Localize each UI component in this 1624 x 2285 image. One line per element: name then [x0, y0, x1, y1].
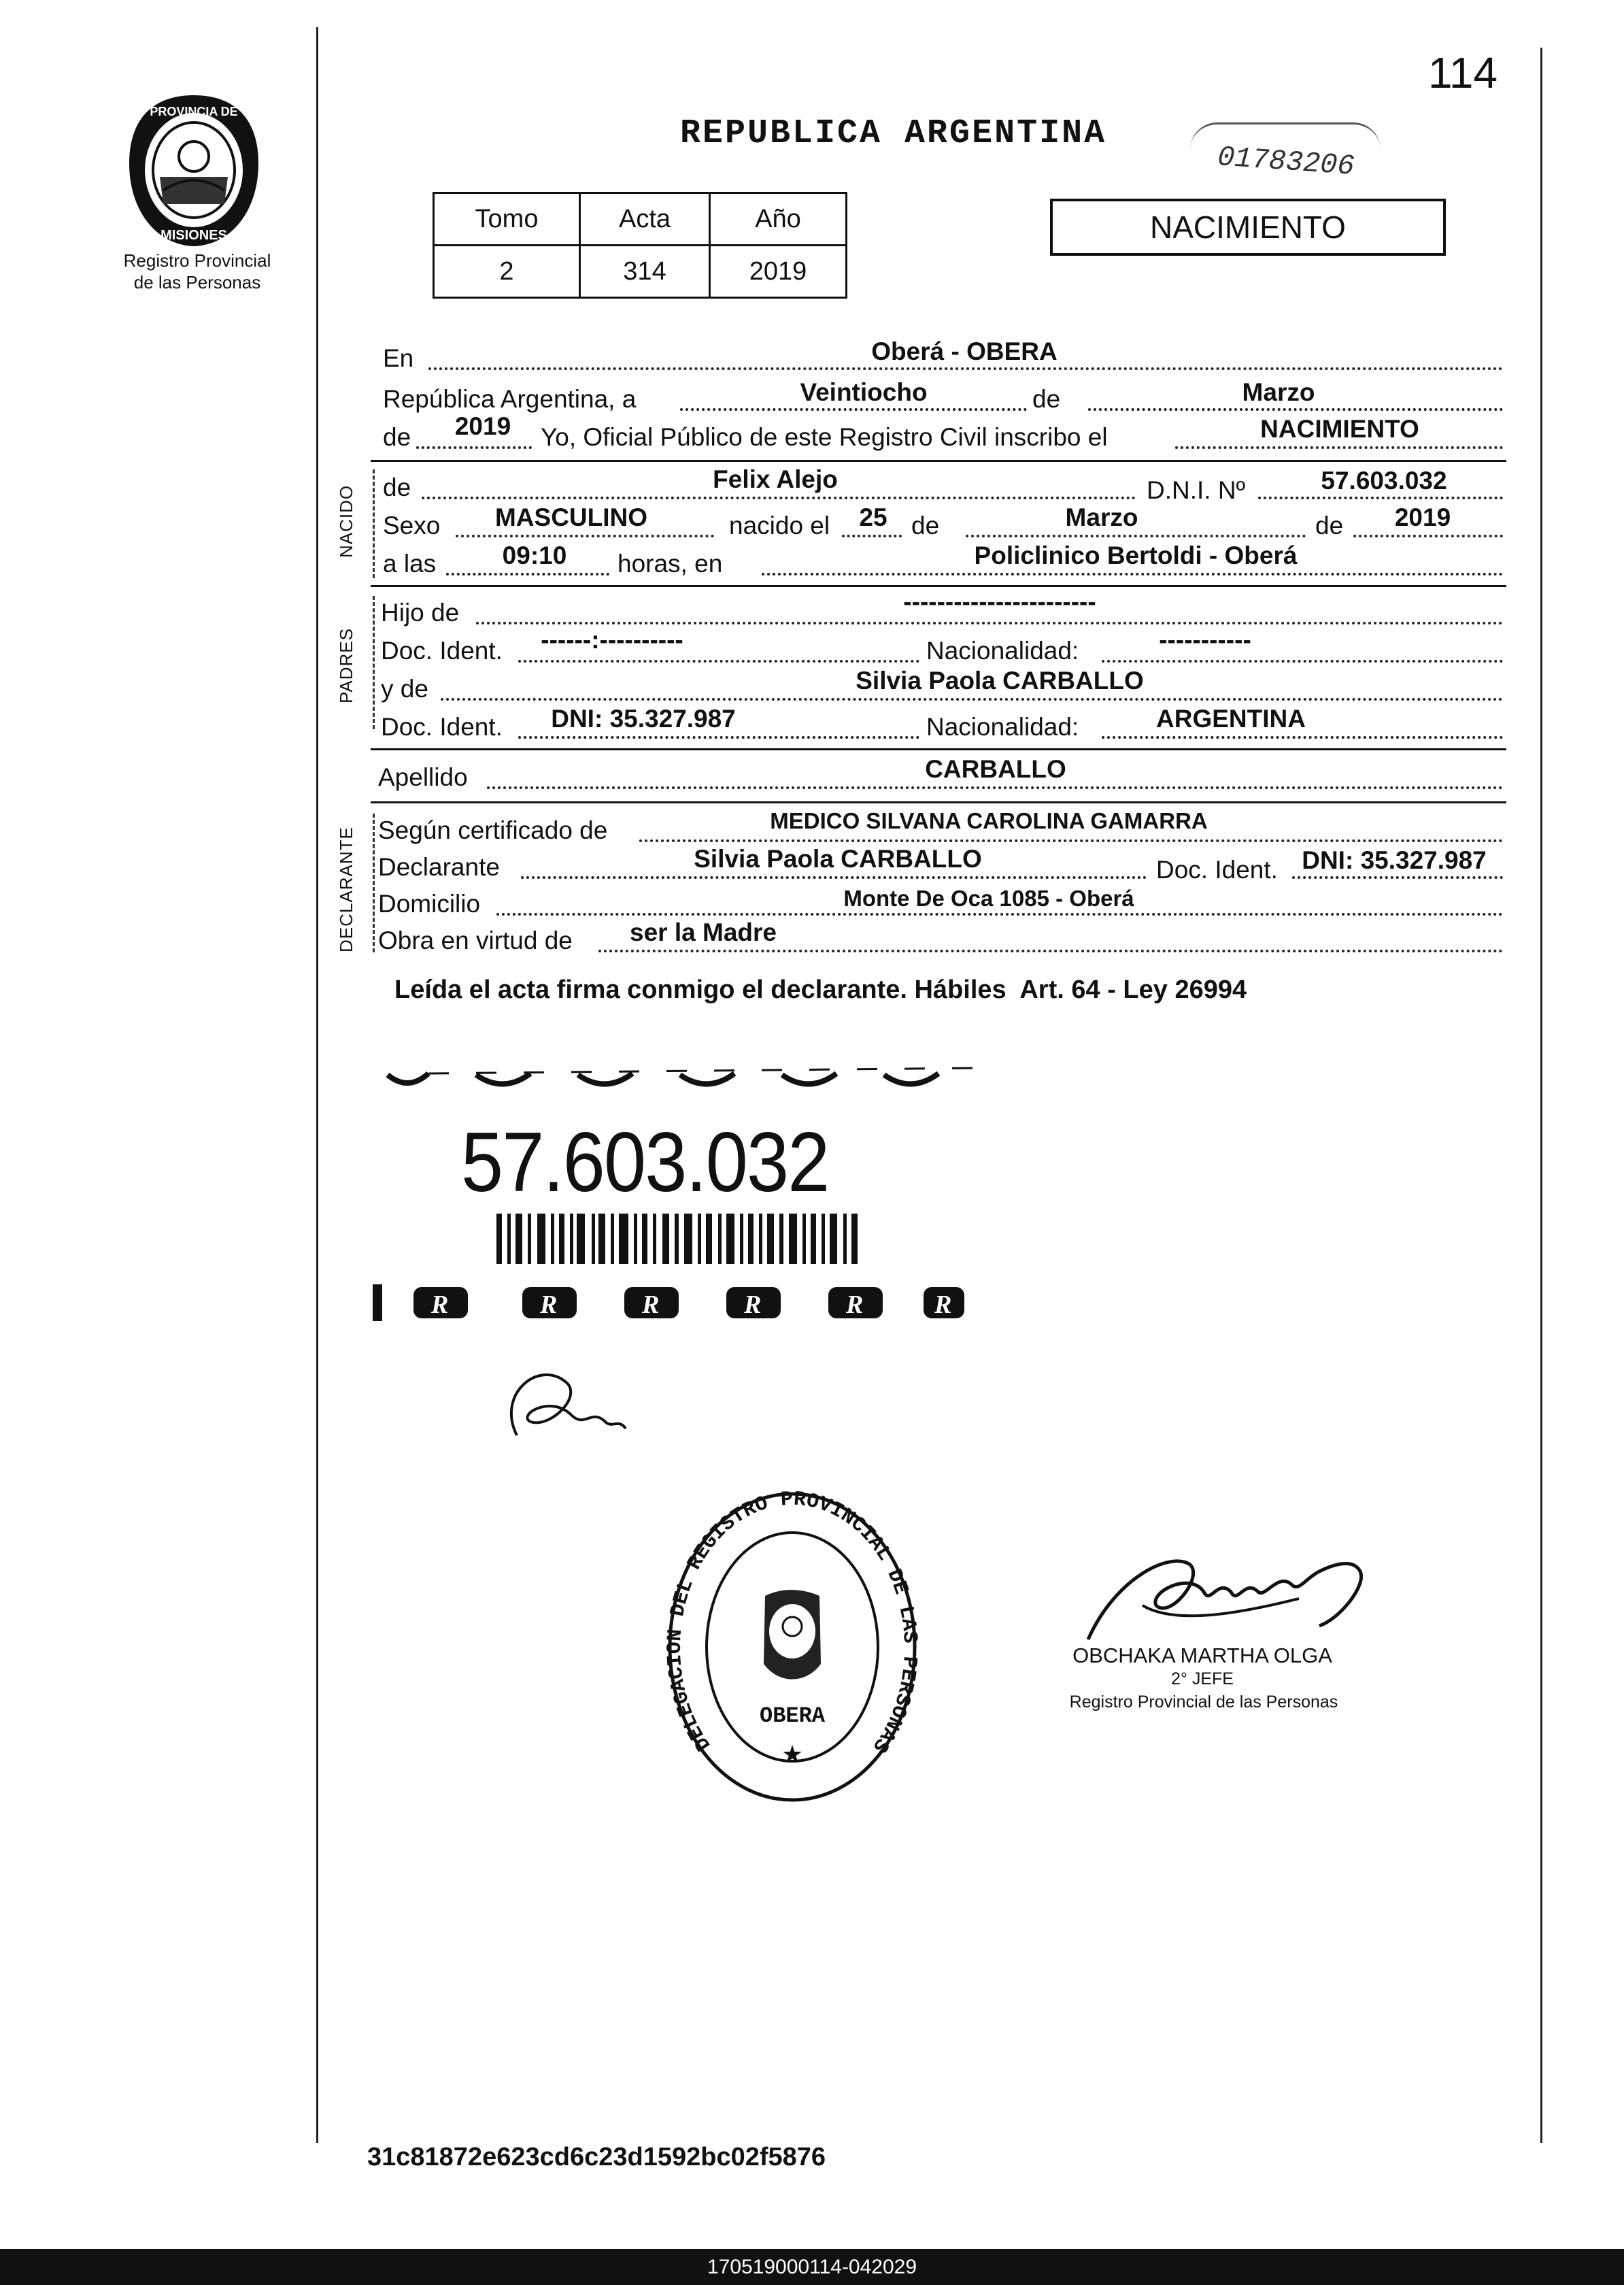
mother-doc-value: DNI: 35.327.987 [551, 705, 736, 733]
father-doc-label: Doc. Ident. [381, 637, 503, 665]
a-las-label: a las [383, 550, 437, 578]
mother-dots [441, 698, 1503, 701]
declarante-label: Declarante [378, 853, 500, 881]
time-dots [446, 573, 609, 576]
month-value: Marzo [1242, 378, 1315, 406]
father-nationality-label: Nacionalidad: [926, 637, 1079, 665]
anio-value: 2019 [710, 246, 847, 298]
nacido-el-label: nacido el [729, 512, 830, 539]
child-dni-value: 57.603.032 [1321, 467, 1447, 495]
birth-place-value: Policlinico Bertoldi - Oberá [974, 541, 1298, 569]
barcode [496, 1210, 877, 1268]
birth-month-value: Marzo [1065, 503, 1138, 531]
obra-value: ser la Madre [630, 918, 777, 946]
act-type-value: NACIMIENTO [1260, 415, 1419, 443]
birth-year-value: 2019 [1394, 503, 1451, 531]
father-doc-dots [518, 660, 919, 663]
certificate-value: MEDICO SILVANA CAROLINA GAMARRA [770, 808, 1208, 833]
seal-city: OBERA [759, 1703, 826, 1729]
svg-text:★: ★ [781, 1741, 804, 1769]
svg-text:R: R [846, 1290, 864, 1319]
act-type-dots [1175, 446, 1503, 449]
footer-code: 170519000114-042029 [707, 2256, 917, 2278]
father-value: ----------------------- [903, 588, 1096, 616]
acta-header: Acta [580, 193, 710, 246]
acta-value: 314 [580, 246, 710, 298]
en-label: En [383, 344, 414, 372]
y-de-label: y de [381, 675, 428, 703]
declarante-doc-label: Doc. Ident. [1156, 856, 1278, 884]
nacido-bracket [373, 469, 375, 578]
statement-text: Yo, Oficial Público de este Registro Civil inscribo el [541, 423, 1108, 451]
page-number: 114 [1428, 48, 1498, 97]
nacido-de-label: de [383, 473, 411, 501]
signatory-office: Registro Provincial de las Personas [1069, 1692, 1338, 1712]
birth-place-dots [762, 573, 1503, 576]
obra-label: Obra en virtud de [378, 927, 573, 954]
seal-ring-text: DELEGACION DEL REGISTRO PROVINCIAL DE LAS PERSONAS [663, 1488, 921, 1757]
nacido-top-rule [371, 460, 1506, 462]
segun-label: Según certificado de [378, 816, 608, 844]
father-nationality-dots [1102, 660, 1503, 663]
signatory-role: 2° JEFE [1171, 1669, 1234, 1688]
logo-text-top: PROVINCIA DE [150, 105, 238, 118]
de-label-2: de [383, 423, 411, 451]
declarante-top-rule [371, 801, 1506, 803]
birth-day-value: 25 [859, 503, 887, 531]
birth-month-dots [966, 535, 1306, 537]
declarante-section-label: DECLARANTE [336, 827, 356, 952]
footer-code-bar [0, 2249, 1624, 2285]
apellido-top-rule [371, 748, 1506, 750]
mother-nationality-dots [1102, 736, 1503, 739]
horas-label: horas, en [618, 550, 723, 578]
certificate-dots [639, 839, 1503, 842]
logo-text-bottom: MISIONES [160, 228, 227, 243]
declarante-doc-dots [1292, 876, 1503, 879]
hijo-de-label: Hijo de [381, 599, 460, 627]
birth-year-dots [1353, 535, 1503, 537]
nacido-de-label-2: de [911, 512, 940, 539]
apellido-dots [487, 786, 1503, 789]
document-type-box: NACIMIENTO [1050, 199, 1446, 256]
serial-number: 01783206 [1216, 141, 1356, 183]
svg-text:R: R [642, 1290, 660, 1319]
domicilio-value: Monte De Oca 1085 - Oberá [843, 886, 1134, 911]
day-words-value: Veintiocho [800, 378, 928, 406]
record-table [433, 192, 847, 299]
padres-bracket [373, 596, 375, 729]
father-nationality-value: ----------- [1159, 626, 1251, 654]
stamp-number: 57.603.032 [461, 1116, 829, 1210]
father-dots [476, 622, 1503, 624]
dni-label: D.N.I. Nº [1147, 476, 1246, 504]
r-decoration-bottom-row [373, 1279, 971, 1327]
republica-dots [680, 408, 1027, 411]
place-value: Oberá - OBERA [871, 337, 1058, 365]
province-emblem-logo [122, 88, 265, 252]
sexo-value: MASCULINO [494, 503, 648, 531]
mother-value: Silvia Paola CARBALLO [856, 667, 1144, 695]
signatory-name: OBCHAKA MARTHA OLGA [1072, 1644, 1332, 1667]
svg-text:R: R [540, 1290, 558, 1319]
republica-label: República Argentina, a [383, 385, 637, 413]
tomo-value: 2 [434, 246, 580, 298]
declarante-doc-value: DNI: 35.327.987 [1302, 846, 1487, 874]
official-seal [663, 1487, 921, 1807]
year-dots [416, 446, 532, 449]
year-value: 2019 [454, 412, 511, 440]
closing-statement: Leída el acta firma conmigo el declarante. Hábiles Art. 64 - Ley 26994 [394, 975, 1247, 1004]
sexo-label: Sexo [383, 512, 441, 539]
birth-time-value: 09:10 [502, 541, 567, 569]
apellido-label: Apellido [378, 763, 468, 791]
document-title: REPUBLICA ARGENTINA [680, 114, 1107, 153]
domicilio-label: Domicilio [378, 890, 481, 918]
tomo-header: Tomo [434, 193, 580, 246]
svg-text:R: R [934, 1290, 952, 1319]
domicilio-dots [496, 913, 1503, 916]
declarante-bracket [373, 814, 375, 952]
mother-doc-label: Doc. Ident. [381, 713, 503, 741]
declarante-name-value: Silvia Paola CARBALLO [694, 845, 982, 873]
apellido-value: CARBALLO [925, 755, 1066, 783]
mother-doc-dots [518, 736, 919, 739]
right-margin-rule [1540, 48, 1542, 2143]
document-hash: 31c81872e623cd6c23d1592bc02f5876 [367, 2143, 826, 2171]
padres-section-label: PADRES [336, 628, 356, 703]
name-dots [422, 497, 1136, 499]
en-dots [428, 367, 1503, 370]
child-name-value: Felix Alejo [713, 465, 838, 493]
month-dots [1088, 408, 1503, 411]
mother-nationality-label: Nacionalidad: [926, 713, 1079, 741]
sexo-dots [456, 535, 714, 537]
r-decoration-top-row [381, 1061, 993, 1095]
issuer-line-1: Registro Provincial [123, 250, 271, 271]
obra-dots [598, 950, 1503, 952]
declarante-dots [521, 876, 1147, 879]
padres-top-rule [371, 585, 1506, 587]
mother-nationality-value: ARGENTINA [1156, 705, 1306, 733]
birth-day-dots [842, 535, 902, 537]
svg-text:R: R [431, 1290, 449, 1319]
nacido-de-year-label: de [1315, 512, 1344, 539]
svg-text:R: R [744, 1290, 762, 1319]
anio-header: Año [710, 193, 847, 246]
father-doc-value: ------:---------- [541, 626, 683, 654]
dni-dots [1258, 497, 1503, 499]
serial-underline [1190, 122, 1381, 186]
handwritten-initials [490, 1354, 639, 1463]
issuer-line-2: de las Personas [133, 272, 261, 293]
de-label-1: de [1032, 385, 1061, 413]
left-margin-rule [316, 27, 318, 2143]
nacido-section-label: NACIDO [336, 484, 356, 558]
